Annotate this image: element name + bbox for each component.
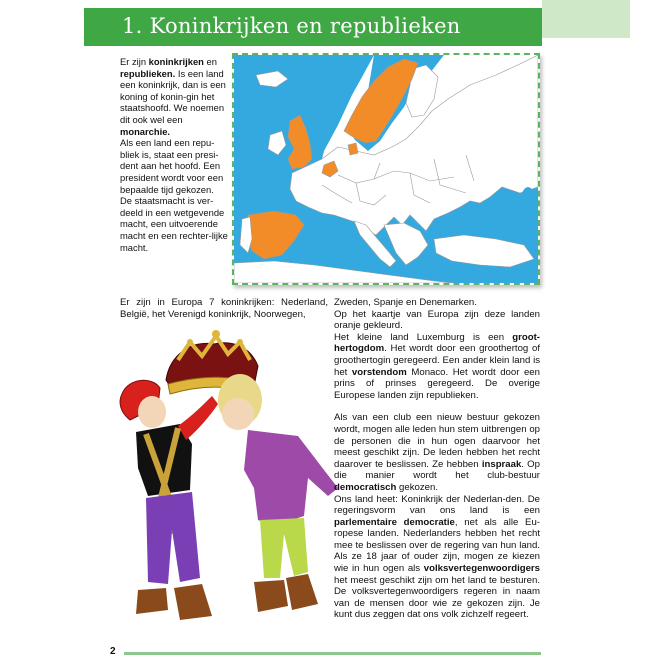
intro-text	[120, 56, 230, 253]
child-right	[218, 374, 338, 612]
intro-paragraph-1	[120, 56, 230, 137]
term-democratisch: democratisch	[334, 481, 397, 493]
text-run: Is een land een koninkrijk, dan is een koning of konin-gin het staatshoofd. We noemen dit ook wel een	[120, 67, 226, 125]
term-inspraak: inspraak	[481, 458, 522, 470]
column-2-paragraph-4	[334, 412, 540, 493]
column-2-paragraph-3	[334, 332, 540, 402]
column-1-text	[120, 297, 328, 321]
term-parlementaire-democratie: parlementaire democratie	[334, 516, 455, 528]
column-1-paragraph: Er zijn in Europa 7 koninkrijken: Nederland, België, het Verenigd koninkrijk, Noorwegen,	[120, 297, 328, 320]
page-title: 1. Koninkrijken en republieken	[122, 14, 461, 38]
term-vorstendom: vorstendom	[351, 366, 407, 378]
map-caspian-sea	[520, 187, 536, 223]
intro-paragraph-3: De staatsmacht is ver-deeld in een wetgevende macht, een uitvoerende macht en een rechter-lijke macht.	[120, 195, 228, 253]
child-left	[120, 380, 218, 620]
text-run: gekozen.	[396, 481, 438, 493]
column-2-paragraph-2: Op het kaartje van Europa zijn deze landen oranje gekleurd.	[334, 308, 540, 332]
column-2-text	[334, 297, 540, 621]
term-volksvertegenwoordigers: volksvertegenwoordigers	[423, 563, 540, 575]
children-with-crown-drawing	[108, 320, 358, 642]
text-run: Er zijn	[120, 56, 149, 67]
text-run: het meest geschikt zijn om het land te besturen. De volksvertegenwoordigers regeren in naam van de mensen door wie ze gekozen zijn. Je kunt dus zeggen dat ons volk zichzelf regeert.	[334, 574, 540, 621]
column-2-paragraph-5	[334, 494, 540, 622]
term-groothertogdom: groot-hertogdom	[334, 331, 540, 355]
map-black-sea	[446, 213, 494, 233]
europe-map-drawing	[234, 55, 538, 283]
paragraph-gap	[334, 401, 540, 412]
term-republieken: republieken.	[120, 67, 176, 79]
map-denmark	[348, 143, 358, 155]
term-monarchie: monarchie.	[120, 125, 171, 137]
crown-illustration	[108, 320, 358, 642]
text-run: Monaco. Het wordt door een prins of prinses geregeerd. De overige Europese landen zijn republieken.	[334, 366, 540, 401]
intro-paragraph-2: Als een land een repu-bliek is, staat een presi-dent aan het hoofd. Een president wordt voor een bepaalde tijd gekozen.	[120, 137, 224, 195]
title-bar-tail	[542, 0, 630, 38]
text-run: en	[203, 56, 217, 67]
europe-map	[232, 53, 540, 285]
text-run: . Het wordt door een groothertog of groothertogin geregeerd. Een ander klein land is het	[334, 343, 540, 378]
text-run: Ons land heet: Koninkrijk der Nederlan-den. De regeringsvorm van ons land is een	[334, 493, 540, 517]
text-run: , net als alle Eu-ropese landen. Nederlanders hebben het recht mee te beslissen over de regering van hun land. Als ze 18 jaar of ouder zijn, mogen ze kiezen wie in hun ogen als	[334, 516, 540, 575]
text-run: Het kleine land Luxemburg is een	[334, 331, 513, 343]
footer-line	[124, 652, 541, 655]
text-run: . Op die manier wordt het club-bestuur	[334, 458, 540, 482]
column-2-paragraph-1: Zweden, Spanje en Denemarken.	[334, 297, 477, 308]
term-koninkrijken: koninkrijken	[148, 56, 204, 67]
text-run: Als van een club een nieuw bestuur gekozen wordt, mogen alle leden hun stem uitbrengen op de personen die in hun ogen daarvoor het meest geschikt zijn. De leden hebben het recht daarover te beslissen. Ze hebben	[334, 412, 540, 470]
page-number: 2	[110, 646, 116, 657]
